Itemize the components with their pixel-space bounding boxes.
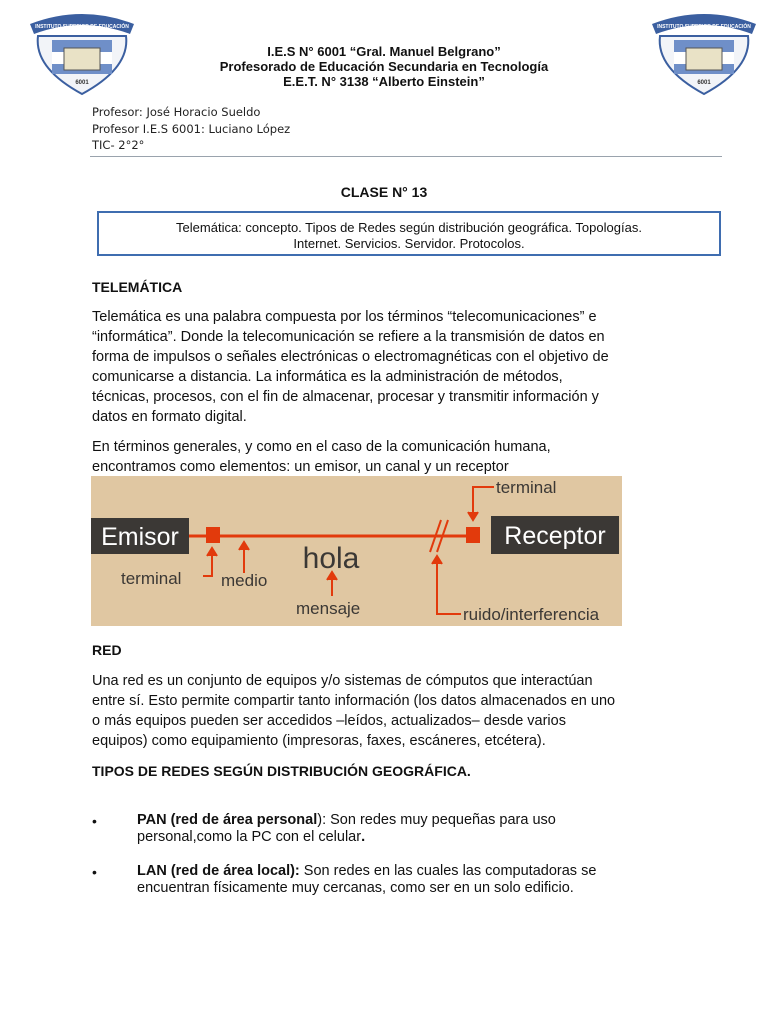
lan-desc: encuentran físicamente muy cercanas, como ser en un solo edificio. xyxy=(137,880,574,896)
header-program: Profesorado de Educación Secundaria en Tecnología xyxy=(219,59,549,74)
paragraph-line: Telemática es una palabra compuesta por los términos “telecomunicaciones” e xyxy=(92,309,597,325)
terminal-right-label: terminal xyxy=(496,478,557,497)
paragraph-line: En términos generales, y como en el caso de la comunicación humana, xyxy=(92,439,551,455)
logo-year-text: 6001 xyxy=(697,80,711,86)
paragraph-line: equipos) como equipamiento (impresoras, faxes, escáneres, etcétera). xyxy=(92,733,546,749)
class-title: CLASE N° 13 xyxy=(340,184,428,200)
lan-term: LAN (red de área local): xyxy=(137,863,300,879)
topics-line: Internet. Servicios. Servidor. Protocolos. xyxy=(293,236,525,251)
paragraph-line: “informática”. Donde la telecomunicación se refiere a la transmisión de datos en xyxy=(92,329,605,345)
medio-label: medio xyxy=(221,571,268,590)
paragraph-line: forma de impulsos o señales electrónicas o electromagnéticas con el objetivo de xyxy=(92,349,609,365)
terminal-left-square xyxy=(206,527,220,543)
elements-paragraph xyxy=(92,437,652,477)
bullet-marker: • xyxy=(92,813,97,829)
logo-year-text: 6001 xyxy=(75,80,89,86)
emisor-label: Emisor xyxy=(101,523,179,551)
pan-desc: ): Son redes muy pequeñas para uso xyxy=(317,812,556,828)
terminal-right-square xyxy=(466,527,480,543)
section-title-red: RED xyxy=(92,642,122,658)
logo-banner-text: INSTITUTO SUPERIOR DE EDUCACIÓN xyxy=(657,24,751,30)
professor-line: Profesor I.E.S 6001: Luciano López xyxy=(92,122,291,136)
list-item-lan xyxy=(137,863,657,897)
red-paragraph xyxy=(92,671,652,751)
logo-banner-text: INSTITUTO SUPERIOR DE EDUCACIÓN xyxy=(35,24,129,30)
paragraph-line: entre sí. Esto permite compartir tanto información (los datos almacenados en uno xyxy=(92,693,616,709)
mensaje-label: mensaje xyxy=(296,599,361,618)
pan-term: PAN (red de área personal xyxy=(137,812,318,828)
pan-end: . xyxy=(361,829,366,845)
topics-box xyxy=(97,211,721,256)
lan-desc: Son redes en las cuales las computadoras se xyxy=(299,863,597,879)
pan-desc: personal,como la PC con el celular xyxy=(137,829,362,845)
telematica-paragraph xyxy=(92,307,652,427)
receptor-label: Receptor xyxy=(504,522,606,550)
header-divider xyxy=(90,156,722,157)
header-school: E.E.T. N° 3138 “Alberto Einstein” xyxy=(283,74,485,89)
communication-diagram xyxy=(91,476,622,626)
course-line: TIC- 2°2° xyxy=(92,138,145,152)
terminal-left-label: terminal xyxy=(121,569,182,588)
paragraph-line: Una red es un conjunto de equipos y/o sistemas de cómputos que interactúan xyxy=(92,673,593,689)
section-title-telematica: TELEMÁTICA xyxy=(92,279,183,295)
paragraph-line: encontramos como elementos: un emisor, un canal y un receptor xyxy=(92,459,509,475)
professor-line: Profesor: José Horacio Sueldo xyxy=(92,105,261,119)
header-institute: I.E.S N° 6001 “Gral. Manuel Belgrano” xyxy=(267,44,501,59)
list-item-pan xyxy=(137,812,657,846)
paragraph-line: comunicarse a distancia. La informática es la administración de métodos, xyxy=(92,369,563,385)
paragraph-line: técnicas, procesos, con el fin de almacenar, procesar y transmitir información y xyxy=(92,389,599,405)
hola-label: hola xyxy=(302,542,360,575)
paragraph-line: datos en formato digital. xyxy=(92,409,247,425)
ruido-label: ruido/interferencia xyxy=(463,605,600,624)
section-title-tipos: TIPOS DE REDES SEGÚN DISTRIBUCIÓN GEOGRÁFICA. xyxy=(92,763,471,779)
paragraph-line: o más equipos pueden ser accedidos –leídos, actualizados– desde varios xyxy=(92,713,566,729)
topics-line: Telemática: concepto. Tipos de Redes según distribución geográfica. Topologías. xyxy=(176,220,642,235)
bullet-marker: • xyxy=(92,864,97,880)
